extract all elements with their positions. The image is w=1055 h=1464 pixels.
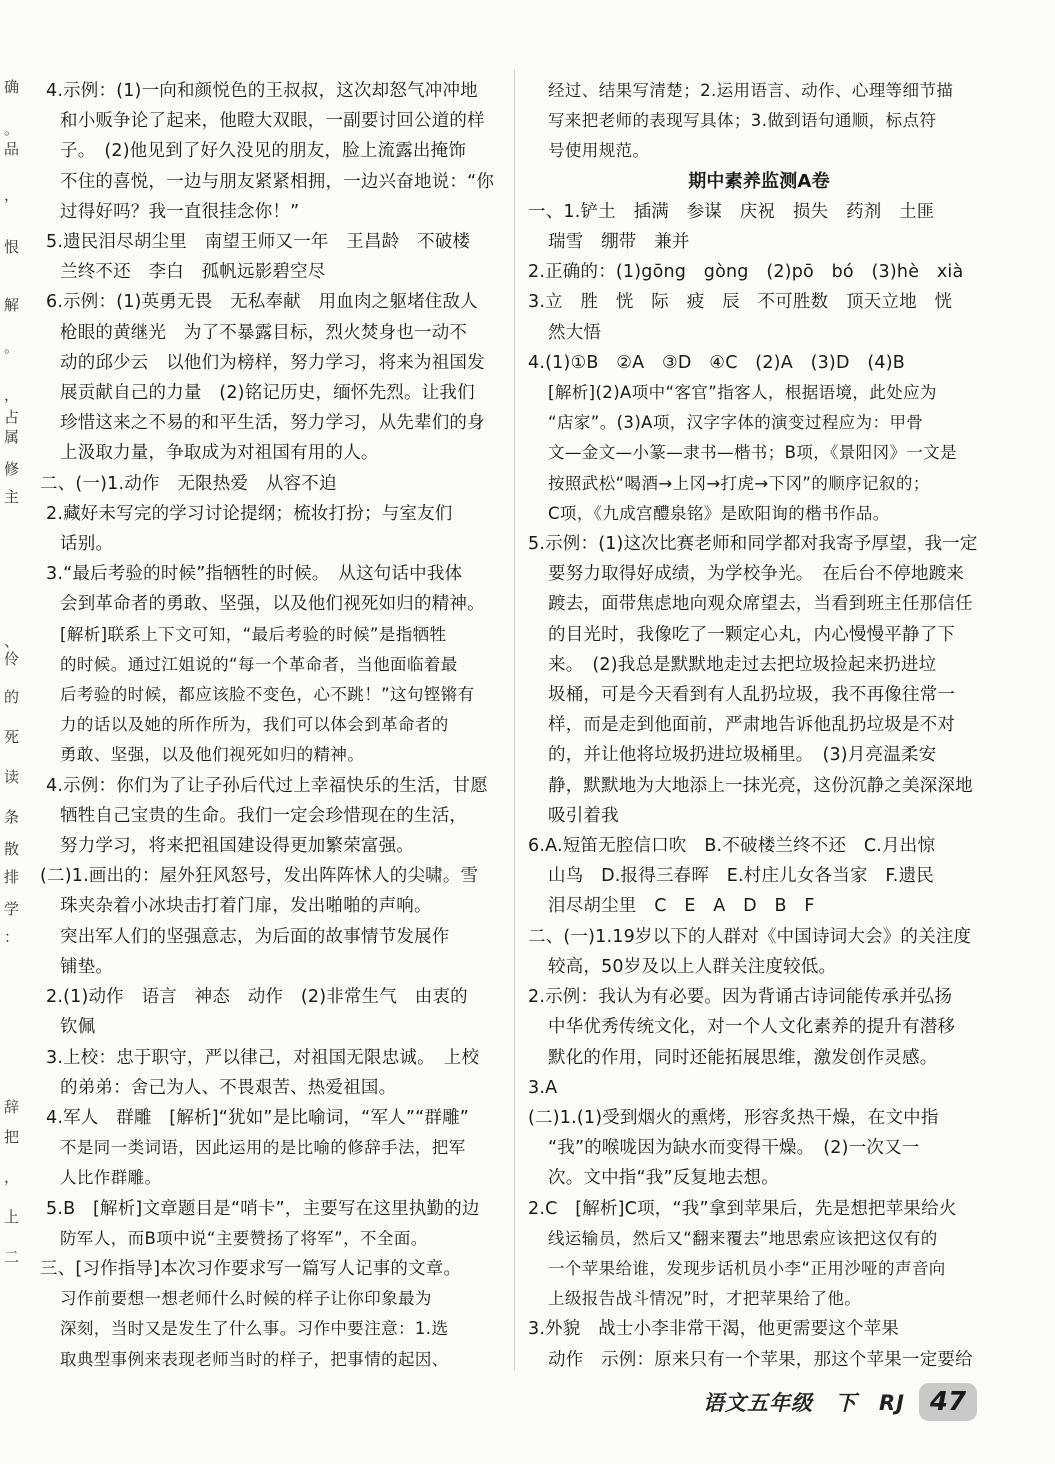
answer-line: 吸引着我	[548, 805, 619, 826]
answer-line: 踱去，面带焦虑地向观众席望去，当看到班主任那信任	[548, 594, 973, 615]
answer-line: 号使用规范。	[548, 141, 650, 161]
answer-line: (二)1.(1)受到烟火的熏烤，形容炙热干燥，在文中指	[528, 1107, 939, 1128]
answer-line: 3.“最后考验的时候”指牺牲的时候。 从这句话中我体	[46, 564, 463, 585]
answer-line: 来。 (2)我总是默默地走过去把垃圾捡起来扔进垃	[548, 654, 937, 675]
answer-line: 子。 (2)他见到了好久没见的朋友，脸上流露出掩饰	[60, 141, 467, 162]
answer-line: 4.(1)①B ②A ③D ④C (2)A (3)D (4)B	[528, 352, 905, 373]
answer-line: 人比作群雕。	[60, 1168, 162, 1188]
answer-line: 展贡献自己的力量 (2)铭记历史，缅怀先烈。让我们	[60, 383, 475, 404]
answer-line: 话别。	[60, 534, 114, 555]
answer-line: [解析]联系上下文可知，“最后考验的时候”是指牺牲	[60, 624, 447, 644]
margin-fragment: 修	[4, 460, 20, 478]
answer-line: 4.军人 群雕 [解析]“犹如”是比喻词，“军人”“群雕”	[46, 1107, 470, 1128]
answer-line: 中华优秀传统文化，对一个人文化素养的提升有潜移	[548, 1017, 956, 1038]
margin-fragment: 。	[4, 120, 20, 138]
answer-line: 山鸟 D.报得三春晖 E.村庄儿女各当家 F.遗民	[548, 866, 934, 887]
answer-line: 珍惜这来之不易的和平生活，努力学习，从先辈们的身	[60, 413, 485, 434]
answer-line: “店家”。(3)A项，汉字字体的演变过程应为：甲骨	[548, 413, 924, 433]
answer-line: 线运输员，然后又“翻来覆去”地思索应该把这仅有的	[548, 1228, 938, 1248]
answer-line: 会到革命者的勇敢、坚强，以及他们视死如归的精神。	[60, 594, 485, 615]
margin-fragment: 的	[4, 688, 20, 706]
answer-line: 瑞雪 绷带 兼并	[548, 232, 690, 253]
margin-fragment: 。	[4, 338, 20, 356]
margin-fragment: 、	[4, 632, 20, 650]
answer-line: 动的邱少云 以他们为榜样，努力学习，将来为祖国发	[60, 352, 485, 373]
margin-fragment: ，	[4, 1168, 20, 1186]
answer-line: 努力学习，将来把祖国建设得更加繁荣富强。	[60, 836, 414, 857]
answer-line: 勇敢、坚强，以及他们视死如归的精神。	[60, 745, 365, 765]
margin-fragment: 主	[4, 488, 20, 506]
left-column	[40, 76, 502, 1375]
margin-fragment: 把	[4, 1128, 20, 1146]
answer-line: 按照武松“喝酒→上冈→打虎→下冈”的顺序记叙的；	[548, 473, 930, 493]
answer-line: 牺牲自己宝贵的生命。我们一定会珍惜现在的生活，	[60, 805, 468, 826]
answer-line: 上汲取力量，争取成为对祖国有用的人。	[60, 443, 379, 464]
left-margin-fragments	[0, 70, 22, 1370]
answer-line: 防军人，而B项中说“主要赞扬了将军”，不全面。	[60, 1228, 428, 1248]
answer-line: 要努力取得好成绩，为学校争光。 在后台不停地踱来	[548, 564, 965, 585]
margin-fragment: 排	[4, 868, 20, 886]
margin-fragment: 上	[4, 1208, 20, 1226]
answer-line: 钦佩	[60, 1017, 96, 1038]
answer-line: 习作前要想一想老师什么时候的样子让你印象最为	[60, 1289, 432, 1309]
footer-subject: 语文五年级 下 RJ	[703, 1391, 905, 1415]
column-divider	[514, 70, 515, 1370]
margin-fragment: 条	[4, 808, 20, 826]
answer-line: 的，并让他将垃圾扔进垃圾桶里。 (3)月亮温柔安	[548, 745, 937, 766]
answer-line: 5.遗民泪尽胡尘里 南望王师又一年 王昌龄 不破楼	[46, 232, 471, 253]
answer-line: 4.示例：(1)一向和颜悦色的王叔叔，这次却怒气冲冲地	[46, 81, 478, 101]
answer-line: 动作 示例：原来只有一个苹果，那这个苹果一定要给	[548, 1349, 973, 1370]
answer-line: 兰终不还 李白 孤帆远影碧空尽	[60, 262, 326, 283]
answer-line: 一、1.铲土 插满 参谋 庆祝 损失 药剂 土匪	[528, 201, 935, 222]
margin-fragment: ，	[4, 186, 20, 204]
answer-line: 深刻，当时又是发生了什么事。习作中要注意：1.选	[60, 1319, 449, 1339]
answer-line: 2.C [解析]C项，“我”拿到苹果后，先是想把苹果给火	[528, 1198, 957, 1219]
margin-fragment: 恨	[4, 238, 20, 256]
answer-line: 后考验的时候，都应该脸不变色，心不跳！”这句铿锵有	[60, 685, 475, 705]
margin-fragment: ：	[4, 928, 20, 946]
margin-fragment: 伶	[4, 650, 20, 668]
answer-line: [解析](2)A项中“客官”指客人，根据语境，此处应为	[548, 383, 937, 403]
answer-line: 3.上校：忠于职守，严以律己，对祖国无限忠诚。 上校	[46, 1047, 480, 1068]
answer-line: 的时候。通过江姐说的“每一个革命者，当他面临着最	[60, 654, 458, 674]
margin-fragment: 占	[4, 408, 20, 426]
answer-line: 和小贩争论了起来，他瞪大双眼，一副要讨回公道的样	[60, 111, 485, 132]
answer-line: (二)1.画出的：屋外狂风怒号，发出阵阵怵人的尖啸。雪	[40, 866, 479, 887]
answer-line: 6.示例：(1)英勇无畏 无私奉献 用血肉之躯堵住敌人	[46, 292, 478, 313]
answer-line: 取典型事例来表现老师当时的样子，把事情的起因、	[60, 1349, 449, 1369]
right-column	[528, 76, 990, 1375]
margin-fragment: 辞	[4, 1098, 20, 1116]
answer-line: 静，默默地为大地添上一抹光亮，这份沉静之美深深地	[548, 775, 973, 796]
page-footer	[703, 1383, 977, 1421]
answer-line: 4.示例：你们为了让子孙后代过上幸福快乐的生活，甘愿	[46, 775, 488, 796]
answer-line: 不住的喜悦，一边与朋友紧紧相拥，一边兴奋地说：“你	[60, 171, 495, 192]
answer-line: 2.正确的：(1)gōng gòng (2)pō bó (3)hè xià	[528, 262, 964, 283]
answer-line: 枪眼的黄继光 为了不暴露目标，烈火焚身也一动不	[60, 322, 468, 343]
answer-line: 二、(一)1.19岁以下的人群对《中国诗词大会》的关注度	[528, 926, 972, 947]
answer-line: 写来把老师的表现写具体；3.做到语句通顺，标点符	[548, 111, 937, 131]
answer-line: 力的话以及她的所作所为，我们可以体会到革命者的	[60, 715, 449, 735]
margin-fragment: 死	[4, 728, 20, 746]
answer-line: C项，《九成宫醴泉铭》是欧阳询的楷书作品。	[548, 503, 890, 523]
answer-line: 5.B [解析]文章题目是“哨卡”，主要写在这里执勤的边	[46, 1198, 480, 1219]
margin-fragment: 品	[4, 140, 20, 158]
margin-fragment: 确	[4, 78, 20, 96]
answer-line: 6.A.短笛无腔信口吹 B.不破楼兰终不还 C.月出惊	[528, 836, 936, 857]
answer-line: 一个苹果给谁，发现步话机员小李“正用沙哑的声音向	[548, 1258, 946, 1278]
answer-line: 5.示例：(1)这次比赛老师和同学都对我寄予厚望，我一定	[528, 534, 978, 555]
answer-line: 文—金文—小篆—隶书—楷书；B项，《景阳冈》一文是	[548, 443, 958, 463]
margin-fragment: 读	[4, 768, 20, 786]
margin-fragment: 学	[4, 900, 20, 918]
answer-line: 经过、结果写清楚；2.运用语言、动作、心理等细节描	[548, 81, 954, 100]
answer-line: 3.立 胜 恍 际 疲 辰 不可胜数 顶天立地 恍	[528, 292, 953, 313]
page-number-badge: 47	[919, 1383, 977, 1421]
answer-line: 不是同一类词语，因此运用的是比喻的修辞手法，把军	[60, 1138, 466, 1158]
margin-fragment: 解	[4, 296, 20, 314]
answer-line: 样，而是走到他面前，严肃地告诉他乱扔垃圾是不对	[548, 715, 956, 736]
answer-line: 泪尽胡尘里 C E A D B F	[548, 896, 815, 917]
answer-line: 突出军人们的坚强意志，为后面的故事情节发展作	[60, 926, 450, 947]
answer-line: 的弟弟：舍己为人、不畏艰苦、热爱祖国。	[60, 1077, 397, 1098]
answer-line: 3.A	[528, 1077, 558, 1098]
answer-line: 过得好吗？我一直很挂念你！”	[60, 201, 300, 222]
margin-fragment: 二	[4, 1248, 20, 1266]
section-title: 期中素养监测A卷	[688, 170, 830, 192]
answer-line: 铺垫。	[60, 956, 114, 977]
answer-line: 2.藏好未写完的学习讨论提纲；梳妆打扮；与室友们	[46, 503, 453, 524]
answer-line: 珠夹杂着小冰块击打着门扉，发出啪啪的声响。	[60, 896, 432, 917]
answer-line: 三、[习作指导]本次习作要求写一篇写人记事的文章。	[40, 1258, 462, 1279]
answer-line: “我”的喉咙因为缺水而变得干燥。 (2)一次又一	[548, 1138, 920, 1159]
answer-line: 次。文中指“我”反复地去想。	[548, 1168, 779, 1189]
answer-line: 较高，50岁及以上人群关注度较低。	[548, 956, 837, 977]
answer-line: 二、(一)1.动作 无限热爱 从容不迫	[40, 473, 337, 494]
answer-line: 然大悟	[548, 322, 602, 343]
margin-fragment: 属	[4, 428, 20, 446]
margin-fragment: 散	[4, 840, 20, 858]
answer-line: 的目光时，我像吃了一颗定心丸，内心慢慢平静了下	[548, 624, 956, 645]
answer-line: 3.外貌 战士小李非常干渴，他更需要这个苹果	[528, 1319, 900, 1340]
answer-line: 圾桶，可是今天看到有人乱扔垃圾，我不再像往常一	[548, 685, 956, 706]
answer-line: 默化的作用，同时还能拓展思维，激发创作灵感。	[548, 1047, 938, 1068]
answer-line: 2.示例：我认为有必要。因为背诵古诗词能传承并弘扬	[528, 987, 953, 1008]
answer-line: 上级报告战斗情况”时，才把苹果给了他。	[548, 1289, 862, 1309]
margin-fragment: ，	[4, 386, 20, 404]
answer-line: 2.(1)动作 语言 神态 动作 (2)非常生气 由衷的	[46, 987, 468, 1008]
